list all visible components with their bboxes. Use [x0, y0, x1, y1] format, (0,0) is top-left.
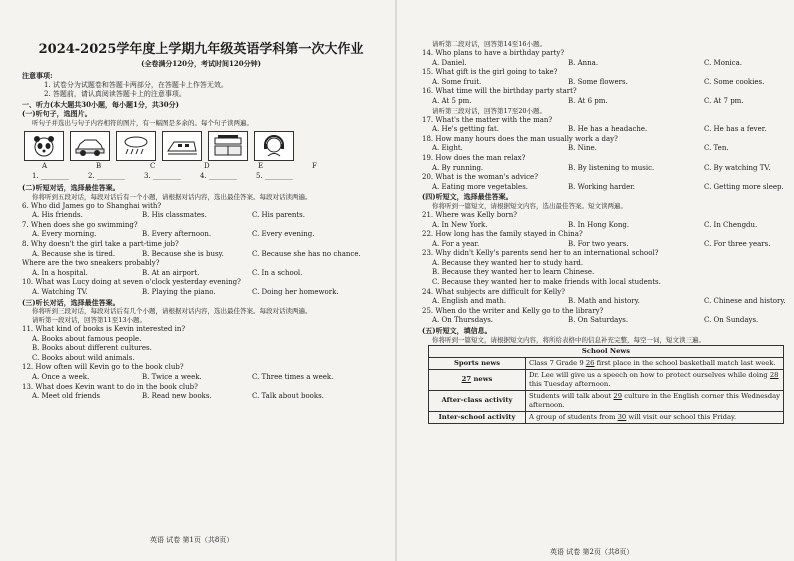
section-3-instructions: 你将听到三段对话，每段对话后有几个小题，请根据对话内容，选出最佳答案。每段对话读两遍。	[32, 307, 312, 316]
option-b[interactable]: B. In Hong Kong.	[568, 220, 630, 229]
question-text: 16. What time will the birthday party start?	[422, 87, 577, 96]
pic-label-c: C	[150, 161, 156, 170]
section-4-instructions: 你将听到一篇短文，请根据短文内容，选出最佳答案。短文读两遍。	[432, 201, 627, 210]
sub-instruction-second: 请听第二段对话，回答第14至16小题。	[432, 40, 547, 48]
question-23	[422, 249, 784, 287]
car-icon	[70, 131, 110, 161]
picture-row	[24, 131, 380, 161]
answer-blanks	[32, 172, 380, 180]
answer-blank-30[interactable]: 30	[617, 412, 627, 421]
option-b[interactable]: B. On Saturdays.	[568, 316, 629, 325]
answer-blank-1[interactable]: 1. ________	[32, 171, 69, 180]
option-a[interactable]: A. Daniel.	[432, 58, 467, 67]
option-c[interactable]: C. Some cookies.	[704, 77, 765, 86]
question-text: 21. Where was Kelly born?	[422, 210, 518, 219]
question-19	[422, 154, 784, 173]
option-a[interactable]: A. At 5 pm.	[432, 96, 472, 105]
row-content	[526, 411, 784, 423]
question-text: 12. How often will Kevin go to the book club?	[22, 363, 184, 372]
question-17	[422, 116, 784, 135]
option-c[interactable]: C. Ten.	[704, 144, 729, 153]
pic-label-f: F	[312, 161, 317, 170]
option-c[interactable]: C. Three times a week.	[252, 373, 334, 382]
notice-1: 1. 试卷分为试题卷和答题卡两部分，在答题卡上作答无效。	[44, 80, 228, 89]
option-b[interactable]: B. Working harder.	[568, 182, 636, 191]
row-text: culture in the English corner this Wednesday afternoon.	[529, 391, 781, 409]
panda-icon	[24, 131, 64, 161]
section-1-instructions: 听句子并选出与句子内容相符的图片，有一幅图是多余的。每个句子读两遍。	[32, 118, 253, 127]
option-a[interactable]: A. Once a week.	[32, 373, 90, 382]
option-a[interactable]: A. Because they wanted her to study hard.	[432, 258, 584, 267]
row-text: A group of students from	[529, 412, 618, 421]
question-14	[422, 49, 784, 68]
question-16	[422, 87, 784, 106]
page-2	[400, 0, 794, 561]
question-25	[422, 307, 784, 326]
option-c[interactable]: C. Books about wild animals.	[32, 353, 135, 362]
page-1-footer: 英语 试卷 第1页（共8页）	[150, 536, 234, 544]
question-text: 18. How many hours does the man usually work a day?	[422, 134, 618, 143]
option-c[interactable]: C. He has a fever.	[704, 125, 767, 134]
table-row	[429, 357, 784, 369]
pic-label-b: B	[96, 161, 102, 170]
row-content	[526, 369, 784, 390]
exam-title: 2024-2025学年度上学期九年级英语学科第一次大作业	[38, 42, 364, 57]
question-text: 23. Why didn't Kelly's parents send her to an international school?	[422, 249, 659, 258]
option-a[interactable]: A. Watching TV.	[32, 287, 88, 296]
table-row	[429, 369, 784, 390]
answer-blank-5[interactable]: 5. ________	[256, 171, 293, 180]
option-a[interactable]: A. Eating more vegetables.	[432, 182, 529, 191]
option-b[interactable]: B. Books about different cultures.	[32, 344, 152, 353]
part-1-heading: 一、听力(本大题共30小题，每小题1分，共30分)	[22, 99, 179, 109]
option-c[interactable]: C. Chinese and history.	[704, 297, 786, 306]
question-22	[422, 230, 784, 249]
table-title: School News	[429, 345, 784, 357]
option-b[interactable]: B. Every afternoon.	[142, 230, 212, 239]
picture-labels	[42, 162, 380, 170]
section-2-instructions: 你将听到五段对话，每段对话后有一个小题，请根据对话内容，选出最佳答案。每段对话读两遍。	[32, 192, 312, 201]
option-b[interactable]: B. Some flowers.	[568, 77, 628, 86]
row-label: Sports news	[429, 357, 526, 369]
option-c[interactable]: C. For three years.	[704, 239, 771, 248]
school-news-table	[428, 345, 784, 424]
option-a[interactable]: A. By running.	[432, 163, 484, 172]
question-13	[22, 383, 380, 402]
option-a[interactable]: A. Books about famous people.	[32, 334, 142, 343]
option-a[interactable]: A. His friends.	[32, 211, 83, 220]
question-text: 7. When does she go swimming?	[22, 220, 138, 229]
option-b[interactable]: B. Math and history.	[568, 297, 640, 306]
option-c[interactable]: C. At 7 pm.	[704, 96, 744, 105]
question-6	[22, 202, 380, 221]
question-15	[422, 68, 784, 87]
question-text: 20. What is the woman's advice?	[422, 173, 538, 182]
answer-blank-3[interactable]: 3. ________	[144, 171, 181, 180]
question-text: 10. What was Lucy doing at seven o'clock yesterday evening?	[22, 278, 241, 287]
option-a[interactable]: A. In a hospital.	[32, 268, 88, 277]
section-5-instructions: 你将听到一篇短文，请根据短文内容，将所给表格中的信息补充完整，每空一词，短文读三遍。	[432, 335, 705, 344]
kitchen-icon	[208, 131, 248, 161]
page-2-footer: 英语 试卷 第2页（共8页）	[550, 548, 634, 556]
option-c[interactable]: C. By watching TV.	[704, 163, 771, 172]
answer-blank-4[interactable]: 4. ________	[200, 171, 237, 180]
option-a[interactable]: A. For a year.	[432, 239, 480, 248]
question-12	[22, 363, 380, 382]
section-5-heading: (五)听短文，填信息。	[422, 326, 492, 336]
section-4-heading: (四)听短文，选择最佳答案。	[422, 192, 513, 202]
pic-label-e: E	[258, 161, 264, 170]
question-text: Where are the two sneakers probably?	[22, 259, 160, 268]
option-b[interactable]: B. By listening to music.	[568, 163, 655, 172]
option-a[interactable]: A. Eight.	[432, 144, 463, 153]
question-24	[422, 288, 784, 307]
sub-instruction-third: 请听第三段对话，回答第17至20小题。	[432, 106, 547, 115]
question-21	[422, 211, 784, 230]
row-text: first place in the school basketball match last week.	[594, 358, 776, 367]
option-b[interactable]: B. For two years.	[568, 239, 629, 248]
question-text: 25. When do the writer and Kelly go to the library?	[422, 306, 604, 315]
option-b[interactable]: B. Because they wanted her to learn Chinese.	[432, 268, 595, 277]
question-text: 14. Who plans to have a birthday party?	[422, 49, 565, 57]
question-text: 11. What kind of books is Kevin interested in?	[22, 325, 186, 334]
row-content	[526, 390, 784, 411]
option-a[interactable]: A. English and math.	[432, 297, 507, 306]
option-a[interactable]: A. He's getting fat.	[432, 125, 499, 134]
option-b[interactable]: B. At 6 pm.	[568, 96, 608, 105]
pic-label-d: D	[204, 161, 210, 170]
option-b[interactable]: B. Because she is busy.	[142, 249, 224, 258]
row-text: this Tuesday afternoon.	[529, 379, 611, 388]
option-b[interactable]: B. Twice a week.	[142, 373, 202, 382]
question-text: 19. How does the man relax?	[422, 153, 526, 162]
option-c[interactable]: C. Getting more sleep.	[704, 182, 784, 191]
question-text: 22. How long has the family stayed in China?	[422, 230, 583, 239]
row-content	[526, 357, 784, 369]
option-c[interactable]: C. Because she has no chance.	[252, 249, 361, 258]
option-c[interactable]: C. In Chengdu.	[704, 220, 758, 229]
answer-blank-26[interactable]: 26	[585, 358, 595, 367]
option-b[interactable]: B. Anna.	[568, 58, 599, 67]
page-1	[0, 0, 392, 561]
row-label: After-class activity	[429, 390, 526, 411]
rain-cloud-icon	[116, 131, 156, 161]
question-8	[22, 240, 380, 259]
option-c[interactable]: C. Monica.	[704, 58, 743, 67]
option-c[interactable]: C. His parents.	[252, 211, 305, 220]
option-a[interactable]: A. Every morning.	[32, 230, 97, 239]
option-b[interactable]: B. Read new books.	[142, 392, 212, 401]
section-1-heading: (一)听句子，选图片。	[22, 109, 92, 119]
option-a[interactable]: A. In New York.	[432, 220, 488, 229]
option-b[interactable]: B. Playing the piano.	[142, 287, 216, 296]
option-b[interactable]: B. Nine.	[568, 144, 597, 153]
option-c[interactable]: C. On Sundays.	[704, 316, 759, 325]
pic-label-a: A	[42, 161, 48, 170]
notice-heading: 注意事项:	[22, 71, 53, 80]
option-c[interactable]: C. Doing her homework.	[252, 287, 339, 296]
question-11	[22, 325, 380, 363]
option-c[interactable]: C. Because they wanted her to make friends with local students.	[432, 278, 661, 287]
option-b[interactable]: B. His classmates.	[142, 211, 207, 220]
table-row	[429, 411, 784, 423]
page-fold	[395, 0, 397, 561]
question-text: 24. What subjects are difficult for Kelly?	[422, 287, 565, 296]
section-2-heading: (二)听短对话，选择最佳答案。	[22, 182, 120, 192]
question-text: 6. Who did James go to Shanghai with?	[22, 201, 162, 210]
option-b[interactable]: B. He has a headache.	[568, 125, 648, 134]
row-text: Students will talk about	[529, 391, 614, 400]
section-3-subinstruction: 请听第一段对话，回答第11至13小题。	[32, 316, 147, 325]
girl-headphones-icon	[254, 131, 294, 161]
table-row	[429, 390, 784, 411]
answer-blank-28[interactable]: 28	[769, 370, 779, 379]
question-text: 15. What gift is the girl going to take?	[422, 68, 558, 77]
question-text: 13. What does Kevin want to do in the book club?	[22, 382, 198, 391]
option-a[interactable]: A. On Thursdays.	[432, 316, 494, 325]
question-9	[22, 259, 380, 278]
answer-blank-2[interactable]: 2. ________	[88, 171, 125, 180]
question-text: 8. Why doesn't the girl take a part-time job?	[22, 239, 179, 248]
option-c[interactable]: C. In a school.	[252, 268, 303, 277]
option-b[interactable]: B. At an airport.	[142, 268, 200, 277]
row-text: will visit our school this Friday.	[626, 412, 737, 421]
answer-blank-29[interactable]: 29	[613, 391, 623, 400]
question-text: 17. What's the matter with the man?	[422, 115, 553, 124]
option-a[interactable]: A. Meet old friends	[32, 392, 101, 401]
notice-2: 2. 答题前，请认真阅读答题卡上的注意事项。	[44, 90, 186, 99]
question-20	[422, 173, 784, 192]
question-7	[22, 221, 380, 240]
train-icon	[162, 131, 202, 161]
section-3-heading: (三)听长对话，选择最佳答案。	[22, 297, 120, 307]
question-18	[422, 135, 784, 154]
option-a[interactable]: A. Some fruit.	[432, 77, 482, 86]
row-label: Inter-school activity	[429, 411, 526, 423]
row-label	[429, 369, 526, 390]
answer-blank-27[interactable]: 27	[461, 375, 472, 384]
option-c[interactable]: C. Every evening.	[252, 230, 315, 239]
question-10	[22, 278, 380, 297]
row-text: Class 7 Grade 9	[529, 358, 586, 367]
option-c[interactable]: C. Talk about books.	[252, 392, 324, 401]
row-text: Dr. Lee will give us a speech on how to protect ourselves while doing	[529, 370, 770, 379]
row-label-text: news	[471, 375, 493, 384]
exam-subtitle: (全卷满分120分，考试时间120分钟)	[141, 59, 261, 68]
option-a[interactable]: A. Because she is tired.	[32, 249, 116, 258]
